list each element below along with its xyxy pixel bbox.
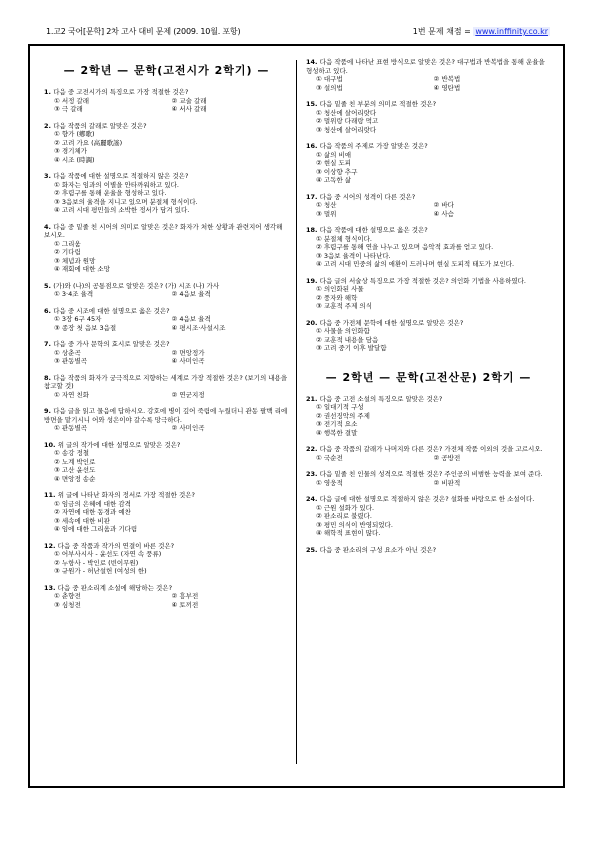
question-stem [44,223,289,240]
question-text: 다음 작품의 주제로 가장 알맞은 것은? [319,142,428,150]
question-number: 14. [306,58,320,66]
answer-option[interactable]: ③ 교훈적 주제 의식 [316,302,372,310]
question-text: 다음 밑줄 친 인물의 성격으로 적절한 것은? 주인공의 비범한 능력을 보여 준다. [319,470,543,478]
answer-options [44,130,289,164]
question-text: 다음 중 가사 문학의 효시로 알맞은 것은? [53,340,170,348]
answer-option[interactable]: ④ 사미인곡 [171,357,205,365]
answer-option[interactable]: ② 후렴구를 통해 운율을 형성하고 있다. [54,189,167,197]
question-number: 6. [44,306,54,315]
answer-option[interactable]: ④ 임에 대한 그리움과 기다림 [54,525,138,533]
question-item [306,546,551,555]
question-number: 12. [44,541,58,550]
question-item [44,88,289,114]
answer-option[interactable]: ③ 극 갈래 [54,105,83,113]
answer-options [44,592,289,609]
answer-option[interactable]: ③ 세속에 대한 비판 [54,516,110,525]
answer-option[interactable]: ② 멀위랑 다래랑 먹고 [316,117,379,125]
answer-option[interactable]: ③ 이상향 추구 [316,167,358,176]
question-item [44,584,289,610]
answer-option[interactable]: ② 공방전 [433,453,461,462]
question-item [44,122,289,165]
answer-options [44,97,289,114]
question-item [306,495,551,538]
answer-options [306,403,551,437]
left-question-list [44,88,289,609]
answer-option[interactable]: ④ 영탄법 [433,83,461,92]
answer-option[interactable]: ① 어부사시사 - 윤선도 (자연 속 풍류) [54,550,162,558]
question-number: 5. [44,281,54,290]
answer-option[interactable]: ① 3·4조 율격 [54,290,94,298]
answer-options [306,327,551,353]
answer-options [44,181,289,215]
question-text: 다음 작품에 대한 설명으로 적절하지 않은 것은? [53,172,189,180]
question-stem [306,395,551,404]
answer-options [44,550,289,576]
answer-option[interactable]: ① 화자는 임과의 이별을 안타까워하고 있다. [54,180,179,189]
question-text: 다음 중 고전 소설의 특징으로 알맞은 것은? [319,394,443,403]
question-number: 3. [44,172,54,180]
answer-option[interactable]: ② 풍자와 해학 [316,293,358,302]
question-text: 다음 중 판소리계 소설에 해당하는 것은? [57,583,173,592]
answer-option[interactable]: ② 4음보 율격 [171,315,211,323]
answer-option[interactable]: ② 바다 [433,201,454,209]
question-stem [306,495,551,504]
question-item [44,223,289,274]
answer-option[interactable]: ② 현실 도피 [316,159,352,167]
question-stem [306,100,551,109]
answer-options [44,240,289,274]
answer-option[interactable]: ① 청산에 살어리랏다 [316,108,377,117]
question-stem [44,172,289,181]
answer-options [44,449,289,483]
question-stem [306,470,551,479]
header-link[interactable]: www.inffinity.co.kr [475,27,548,36]
answer-options [44,315,289,332]
question-number: 7. [44,340,54,348]
right-question-list [306,58,551,353]
question-number: 2. [44,121,54,130]
answer-options [44,391,289,400]
answer-option[interactable]: ④ 토끼전 [171,600,199,609]
column-divider [296,60,297,764]
answer-options [306,454,551,463]
answer-option[interactable]: ④ 평시조·사설시조 [171,323,226,332]
question-number: 16. [306,142,320,150]
answer-option[interactable]: ① 상춘곡 [54,348,81,357]
answer-option[interactable]: ② 4음보 율격 [171,290,211,298]
question-text: 다음 글에 대한 설명으로 적절하지 않은 것은? 설화를 바탕으로 한 소설이다. [319,495,535,503]
answer-option[interactable]: ③ 고려 중기 이후 발달함 [316,344,387,352]
question-number: 13. [44,583,58,592]
question-stem [306,193,551,202]
answer-option[interactable]: ③ 심청전 [54,600,81,609]
question-stem [44,441,289,450]
answer-option[interactable]: ① 향가 (鄕歌) [54,130,95,138]
question-stem [306,277,551,286]
right-section-title: — 2학년 — 문학(고전산문) 2학기 — [325,370,532,384]
question-stem [44,88,289,97]
answer-option[interactable]: ④ 서사 갈래 [171,105,207,113]
answer-option[interactable]: ② 권선징악의 주제 [316,411,370,420]
question-text: (가)와 (나)의 공통점으로 알맞은 것은? (가) 시조 (나) 가사 [53,281,220,290]
question-number: 8. [44,373,54,382]
question-text: 다음 밑줄 친 부분의 의미로 적절한 것은? [319,100,437,108]
question-stem [44,374,289,391]
question-stem [44,542,289,551]
right-question-list-2 [306,395,551,555]
answer-option[interactable]: ③ 청산에 살어리랏다 [316,125,377,134]
answer-option[interactable]: ② 기다림 [54,248,81,256]
question-text: 다음 중 작품의 갈래가 나머지와 다른 것은? 가전체 작품 이외의 것을 고르시오. [319,445,543,453]
question-text: 다음 작품에 나타난 표현 방식으로 알맞은 것은? 대구법과 반복법을 통해 운율을 형성하고 있다. [306,58,545,75]
question-number: 17. [306,192,320,201]
answer-option[interactable]: ② 후렴구를 통해 연을 나누고 있으며 음악적 효과를 얻고 있다. [316,243,494,251]
question-number: 10. [44,440,58,449]
question-text: 다음 작품의 화자가 궁극적으로 지향하는 세계로 가장 적절한 것은? (보기의 내용을 참고할 것) [44,373,288,390]
question-stem [306,319,551,328]
question-item [306,142,551,185]
question-item [306,395,551,438]
question-item [44,307,289,333]
question-stem [44,122,289,131]
answer-option[interactable]: ③ 경기체가 [54,147,88,155]
question-text: 다음 글의 서술상 특징으로 가장 적절한 것은? 의인화 기법을 사용하였다. [319,276,526,285]
question-item [306,470,551,487]
question-item [306,193,551,219]
question-stem [44,584,289,593]
answer-option[interactable]: ③ 체념과 원망 [54,256,96,265]
question-text: 다음 중 고전시가의 특징으로 가장 적절한 것은? [53,88,189,96]
answer-options [44,290,289,299]
question-number: 23. [306,470,320,478]
question-number: 19. [306,276,320,285]
question-number: 18. [306,226,320,234]
answer-option[interactable]: ③ 3음보의 율격을 지니고 있으며 분절체 형식이다. [54,197,198,206]
answer-option[interactable]: ② 교술 갈래 [171,96,207,105]
question-number: 11. [44,491,58,499]
answer-option[interactable]: ③ 설의법 [316,83,343,92]
answer-option[interactable]: ① 송강 정철 [54,449,90,457]
question-text: 다음 중 시어의 성격이 다른 것은? [319,192,416,201]
answer-option[interactable]: ④ 사슴 [433,209,454,218]
question-item [44,542,289,576]
question-text: 위 글의 작가에 대한 설명으로 알맞은 것은? [57,440,181,449]
answer-option[interactable]: ④ 고려 시대 평민들의 소박한 정서가 담겨 있다. [54,206,190,214]
answer-option[interactable]: ③ 종장 첫 음보 3음절 [54,323,117,332]
question-number: 24. [306,495,320,503]
answer-option[interactable]: ④ 재회에 대한 소망 [54,265,110,273]
answer-option[interactable]: ② 교훈적 내용을 담음 [316,335,379,344]
answer-option[interactable]: ① 춘향전 [54,592,81,600]
answer-options [306,285,551,311]
answer-option[interactable]: ④ 시조 (時調) [54,155,95,164]
question-item [44,441,289,484]
question-text: 다음 글을 읽고 물음에 답하시오. 강호에 병이 깊어 죽림에 누웠더니 관동 팔백 리에 방면을 맡기시니 어와 성은이야 갈수록 망극하다. [44,407,288,424]
answer-option[interactable]: ① 근원 설화가 있다. [316,503,375,512]
question-number: 20. [306,318,320,327]
header-right-label: 1번 문제 채점 = [412,27,471,36]
question-stem [306,142,551,151]
question-number: 22. [306,445,320,453]
answer-option[interactable]: ① 일대기적 구성 [316,403,364,411]
answer-option[interactable]: ② 판소리로 불렸다. [316,512,372,520]
answer-option[interactable]: ① 의인화된 사물 [316,285,364,293]
answer-options [306,504,551,538]
answer-option[interactable]: ④ 면앙정 송순 [54,474,96,483]
right-column [306,58,551,562]
question-number: 1. [44,88,54,96]
question-stem [306,58,551,75]
question-text: 다음 작품에 대한 설명으로 옳은 것은? [319,226,428,234]
question-item [306,58,551,92]
answer-option[interactable]: ③ 규원가 - 허난설헌 (여성의 한) [54,567,147,575]
header-right [413,26,550,37]
question-text: 다음 중 가전체 문학에 대한 설명으로 알맞은 것은? [319,318,464,327]
answer-options [44,424,289,433]
answer-option[interactable]: ③ 3음보 율격이 나타난다. [316,251,391,260]
answer-option[interactable]: ② 연군지정 [171,390,205,399]
answer-option[interactable]: ① 서정 갈래 [54,96,90,105]
left-section-title: — 2학년 — 문학(고전시가 2학기) — [63,64,270,77]
question-number: 21. [306,394,320,403]
answer-option[interactable]: ① 관동별곡 [54,424,88,432]
answer-options [306,479,551,488]
question-stem [44,491,289,500]
question-item [44,340,289,366]
question-item [44,282,289,299]
answer-options [306,75,551,92]
answer-options [44,500,289,534]
answer-option[interactable]: ② 노계 박인로 [54,457,96,466]
question-item [306,226,551,269]
answer-option[interactable]: ③ 고산 윤선도 [54,466,96,474]
answer-option[interactable]: ② 사미인곡 [171,424,205,432]
question-text: 다음 작품의 갈래로 알맞은 것은? [53,121,147,130]
question-stem [306,445,551,454]
answer-option[interactable]: ④ 해학적 표현이 많다. [316,529,381,537]
question-item [44,172,289,215]
question-stem [306,546,551,555]
answer-option[interactable]: ② 누항사 - 박인로 (빈이무원) [54,558,139,567]
question-text: 다음 중 판소리의 구성 요소가 아닌 것은? [319,545,437,554]
answer-option[interactable]: ③ 관동별곡 [54,357,88,365]
left-column [44,58,289,617]
question-item [306,277,551,311]
answer-option[interactable]: ④ 고려 시대 민중의 삶의 애환이 드러나며 현실 도피적 태도가 보인다. [316,260,515,268]
answer-option[interactable]: ① 3장 6구 45자 [54,315,102,323]
answer-option[interactable]: ③ 평민 의식이 반영되었다. [316,520,393,529]
answer-options [306,109,551,135]
answer-option[interactable]: ① 국순전 [316,453,343,462]
answer-options [306,201,551,218]
question-number: 4. [44,222,54,231]
question-text: 다음 중 작품과 작가의 연결이 바른 것은? [57,541,175,550]
answer-options [44,349,289,366]
answer-option[interactable]: ② 자연에 대한 동경과 예찬 [54,508,131,516]
answer-option[interactable]: ① 영웅적 [316,478,343,487]
answer-option[interactable]: ① 사물을 의인화함 [316,327,370,335]
question-item [306,100,551,134]
page-header [46,26,550,40]
answer-option[interactable]: ④ 고독한 삶 [316,176,352,184]
answer-option[interactable]: ② 흥부전 [171,592,199,600]
answer-option[interactable]: ① 대구법 [316,75,343,83]
answer-option[interactable]: ③ 전기적 요소 [316,420,358,428]
answer-options [306,151,551,185]
question-item [44,491,289,534]
question-stem [306,226,551,235]
answer-option[interactable]: ④ 행복한 결말 [316,428,358,437]
question-text: 다음 중 밑줄 친 시어의 의미로 알맞은 것은? 화자가 처한 상황과 관련지어 생각해 보시오. [44,222,283,239]
question-item [306,445,551,462]
answer-option[interactable]: ② 반복법 [433,75,461,83]
answer-option[interactable]: ② 고려 가요 (高麗歌謠) [54,138,123,147]
question-stem [44,407,289,424]
question-text: 위 글에 나타난 화자의 정서로 가장 적절한 것은? [57,491,195,499]
answer-option[interactable]: ③ 멀위 [316,209,337,218]
question-number: 15. [306,100,320,108]
question-number: 25. [306,545,320,554]
answer-options [306,235,551,269]
answer-option[interactable]: ① 삶의 비애 [316,150,352,159]
question-number: 9. [44,407,54,415]
question-item [306,319,551,353]
answer-option[interactable]: ② 비판적 [433,478,461,487]
answer-option[interactable]: ① 그리움 [54,239,81,248]
question-item [44,407,289,433]
answer-option[interactable]: ② 면앙정가 [171,348,205,357]
question-stem [44,307,289,316]
answer-option[interactable]: ① 임금의 은혜에 대한 감격 [54,499,131,508]
answer-option[interactable]: ① 분절체 형식이다. [316,234,372,243]
question-text: 다음 중 시조에 대한 설명으로 옳은 것은? [53,306,170,315]
header-title: 1.고2 국어[문학] 2차 고사 대비 문제 (2009. 10월. 포항) [46,27,241,36]
answer-option[interactable]: ① 청산 [316,201,337,209]
question-stem [44,282,289,291]
answer-option[interactable]: ① 자연 친화 [54,390,90,399]
question-stem [44,340,289,349]
question-item [44,374,289,400]
